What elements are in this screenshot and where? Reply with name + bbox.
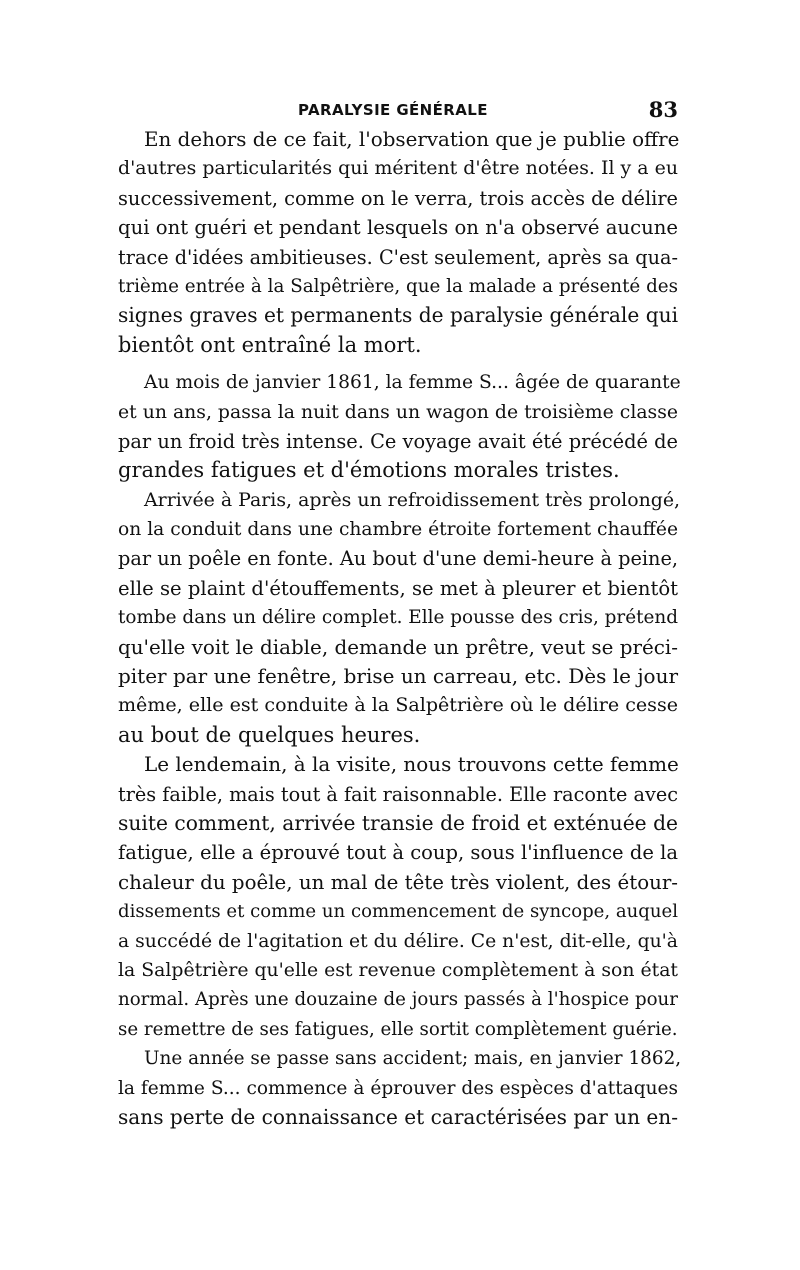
text-line: Au mois de janvier 1861, la femme S... âgée de quarante [144, 372, 681, 394]
text-line: chaleur du poêle, un mal de tête très violent, des étour- [118, 870, 678, 894]
text-line: on la conduit dans une chambre étroite fortement chauffée [118, 519, 678, 541]
text-line: elle se plaint d'étouffements, se met à pleurer et bientôt [118, 576, 678, 600]
text-line: piter par une fenêtre, brise un carreau, etc. Dès le jour [118, 664, 678, 689]
text-line: par un poêle en fonte. Au bout d'une demi-heure à peine, [118, 547, 678, 571]
text-line: se remettre de ses fatigues, elle sortit complètement guérie. [118, 1018, 678, 1040]
page-number: 83 [648, 97, 678, 122]
text-line: suite comment, arrivée transie de froid et exténuée de [118, 810, 678, 835]
text-line: sans perte de connaissance et caractérisées par un en- [118, 1104, 679, 1129]
text-line: Le lendemain, à la visite, nous trouvons cette femme [144, 752, 679, 777]
text-line: grandes fatigues et d'émotions morales tristes. [118, 458, 620, 483]
text-line: successivement, comme on le verra, trois accès de délire [118, 186, 678, 210]
text-line: trième entrée à la Salpêtrière, que la malade a présenté des [118, 275, 678, 297]
text-line: tombe dans un délire complet. Elle pousse des cris, prétend [118, 607, 678, 629]
text-line: par un froid très intense. Ce voyage avait été précédé de [118, 429, 678, 453]
text-line: la Salpêtrière qu'elle est revenue complètement à son état [118, 959, 678, 981]
text-line: Une année se passe sans accident; mais, en janvier 1862, [144, 1048, 682, 1070]
text-line: bientôt ont entraîné la mort. [118, 332, 422, 357]
running-head [118, 97, 678, 123]
text-line: normal. Après une douzaine de jours passés à l'hospice pour [118, 989, 678, 1011]
text-line: d'autres particularités qui méritent d'être notées. Il y a eu [118, 157, 678, 180]
text-line: Arrivée à Paris, après un refroidissement très prolongé, [144, 488, 681, 511]
text-line: même, elle est conduite à la Salpêtrière où le délire cesse [118, 694, 678, 717]
text-line: a succédé de l'agitation et du délire. Ce n'est, dit-elle, qu'à [118, 930, 678, 952]
text-line: qui ont guéri et pendant lesquels on n'a observé aucune [118, 216, 678, 240]
text-line: signes graves et permanents de paralysie générale qui [118, 303, 679, 328]
text-line: trace d'idées ambitieuses. C'est seulement, après sa qua- [118, 245, 678, 269]
text-line: au bout de quelques heures. [118, 722, 421, 747]
text-line: dissements et comme un commencement de syncope, auquel [118, 901, 678, 923]
text-line: En dehors de ce fait, l'observation que je publie offre [144, 128, 680, 151]
text-line: fatigue, elle a éprouvé tout à coup, sous l'influence de la [118, 841, 678, 865]
text-line: et un ans, passa la nuit dans un wagon de troisième classe [118, 401, 678, 423]
text-line: la femme S... commence à éprouver des espèces d'attaques [118, 1077, 678, 1099]
running-title: PARALYSIE GÉNÉRALE [298, 101, 488, 119]
text-line: qu'elle voit le diable, demande un prêtre, veut se préci- [118, 635, 678, 659]
text-body [118, 125, 682, 1132]
text-line: très faible, mais tout à fait raisonnable. Elle raconte avec [118, 782, 678, 806]
